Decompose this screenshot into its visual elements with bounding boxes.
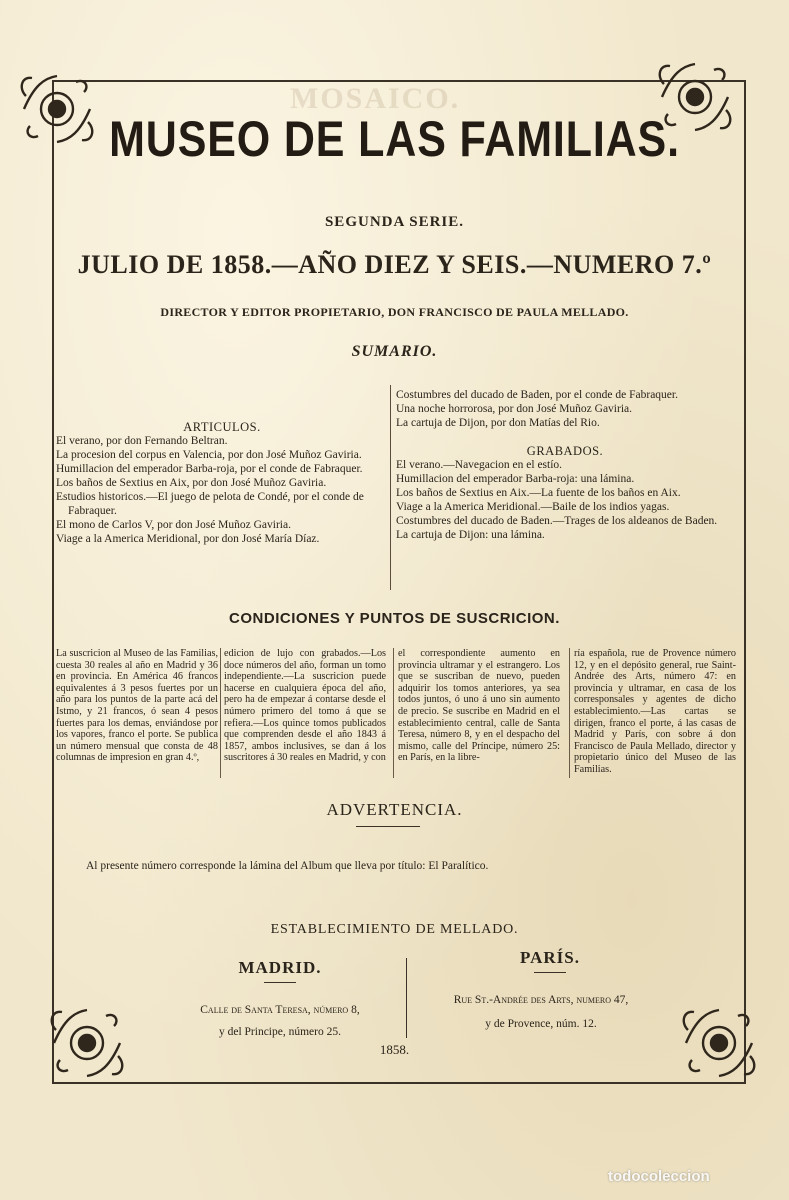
list-item: Los baños de Sextius en Aix, por don José Muñoz Gaviria. (56, 477, 327, 489)
divider (264, 982, 296, 983)
list-item: El mono de Carlos V, por don José Muñoz Gaviria. (56, 519, 291, 531)
advertencia-text: Al presente número corresponde la lámina del Album que lleva por título: El Paralítico. (86, 860, 489, 872)
page-title: MUSEO DE LAS FAMILIAS. (109, 111, 680, 167)
divider (356, 826, 420, 827)
list-item: Los baños de Sextius en Aix.—La fuente de los baños en Aix. (396, 487, 681, 499)
publication-year: 1858. (379, 1042, 410, 1057)
list-item: La cartuja de Dijon, por don Matías del Rio. (396, 417, 600, 429)
list-item: Humillacion del emperador Barba-roja: una lámina. (396, 473, 635, 485)
articulos-column (56, 420, 388, 546)
paris-heading: PARÍS. (520, 948, 580, 967)
condiciones-text: La suscricion al Museo de las Familias, cuesta 30 reales al año en Madrid y 36 en provincia. En América 46 francos equivalentes á 3 pesos fuertes por un año para los puntos de la parte acá del Istmo, y 21 francos, ó sean 4 pesos fuertes para los demas, enviándose por los vapores, franco el porte. Se publica un número mensual que consta de 48 columnas de impresion en gran 4.º, (56, 648, 218, 764)
list-item: Costumbres del ducado de Baden.—Trages de los aldeanos de Baden. (396, 515, 718, 527)
issue-line: JULIO DE 1858.—AÑO DIEZ Y SEIS.—NUMERO 7.º (77, 250, 712, 279)
articulos-heading: ARTICULOS. (183, 420, 261, 434)
paris-address: y de Provence, núm. 12. (485, 1018, 597, 1030)
watermark: todocoleccion (608, 1168, 710, 1185)
madrid-address: Calle de Santa Teresa, número 8, (200, 1004, 360, 1016)
list-item: El verano.—Navegacion en el estío. (396, 459, 563, 471)
column-divider (220, 648, 221, 778)
right-summary-column (396, 388, 734, 542)
bleed-through-text: MOSAICO. (290, 82, 461, 115)
condiciones-columns (56, 648, 746, 778)
paris-address: Rue St.-Andrée des Arts, numero 47, (453, 994, 629, 1006)
director-line: DIRECTOR Y EDITOR PROPIETARIO, DON FRANCISCO DE PAULA MELLADO. (160, 305, 629, 319)
list-item: Costumbres del ducado de Baden, por el conde de Fabraquer. (396, 389, 678, 401)
list-item: Una noche horrorosa, por don José Muñoz Gaviria. (396, 403, 633, 415)
column-divider (406, 958, 407, 1038)
column-divider (390, 385, 391, 590)
advertencia-heading: ADVERTENCIA. (326, 800, 463, 819)
condiciones-heading: CONDICIONES Y PUNTOS DE SUSCRICION. (229, 610, 560, 627)
list-item: La cartuja de Dijon: una lámina. (396, 529, 545, 541)
list-item: Viage a la America Meridional.—Baile de los indios yagas. (396, 501, 670, 513)
list-item: Humillacion del emperador Barba-roja, por el conde de Fabraquer. (56, 463, 363, 475)
condiciones-text: edicion de lujo con grabados.—Los doce números del año, forman un tomo independiente.—La suscricion puede hacerse en cualquiera época del año, pero ha de empezar á contarse desde el número primero del tomo á que se refiera.—Los quince tomos publicados que comprenden desde el año 1843 á 1857, ambos inclusives, se dan á los suscritores á 30 reales en Madrid, y con (224, 648, 386, 764)
condiciones-text: el correspondiente aumento en provincia ultramar y el estrangero. Los que se suscriban de nuevo, pueden adquirir los tomos anteriores, ya sea todos juntos, ó uno á uno sin aumento de precio. Se suscribe en Madrid en el establecimiento central, calle de Santa Teresa, número 8, y en el despacho del mismo, calle del Príncipe, número 25: en París, en la libre- (398, 648, 560, 764)
list-item: La procesion del corpus en Valencia, por don José Muñoz Gaviria. (56, 449, 362, 461)
sumario-heading: SUMARIO. (351, 343, 438, 360)
madrid-address: y del Principe, número 25. (218, 1026, 341, 1038)
condiciones-text: ría española, rue de Provence número 12, y en el depósito general, rue Saint-Andrée des Arts, número 47: en provincia y ultramar, en casa de los corresponsales y agentes de dicho establecimiento.—Las cartas se dirigen, franco el porte, á las casas de Madrid y París, con sobre á don Francisco de Paula Mellado, director y propietario único del Museo de las Familias. (574, 648, 736, 775)
grabados-heading: GRABADOS. (526, 444, 604, 458)
madrid-heading: MADRID. (238, 958, 322, 977)
establishment-heading: ESTABLECIMIENTO DE MELLADO. (270, 922, 519, 937)
list-item: Estudios historicos.—El juego de pelota de Condé, por el conde de Fabraquer. (56, 491, 364, 517)
column-divider (569, 648, 570, 778)
column-divider (393, 648, 394, 778)
serie-label: SEGUNDA SERIE. (324, 214, 465, 230)
list-item: El verano, por don Fernando Beltran. (56, 435, 228, 447)
divider (534, 972, 566, 973)
list-item: Viage a la America Meridional, por don José María Díaz. (56, 533, 320, 545)
